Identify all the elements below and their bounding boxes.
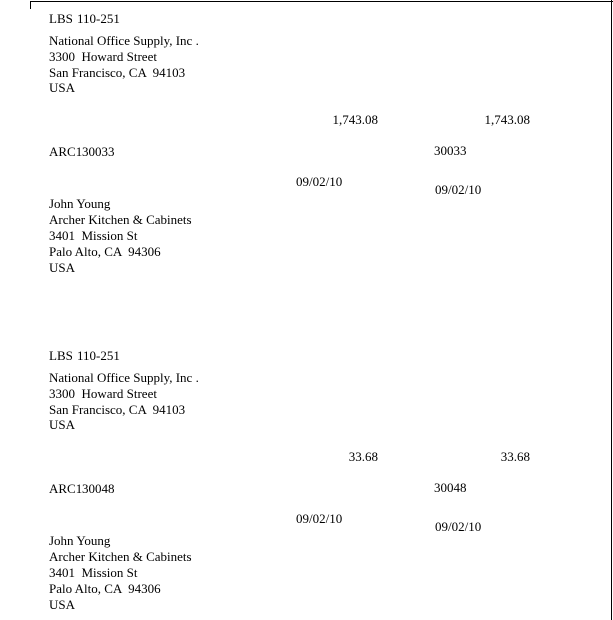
payee-city-state-zip: Palo Alto, CA 94306 (49, 581, 161, 596)
vendor-account: 110-251 (77, 11, 120, 26)
batch-code: ARC1 (49, 144, 83, 159)
batch-check-no: 30048 (82, 481, 115, 496)
payee-street: 3401 Mission St (49, 228, 138, 243)
vendor-name: National Office Supply, Inc . (49, 370, 199, 385)
vendor-city-state-zip: San Francisco, CA 94103 (49, 65, 186, 80)
payee-company: Archer Kitchen & Cabinets (49, 212, 192, 227)
amount-stub: 1,743.08 (332, 112, 378, 127)
payee-name: John Young (49, 533, 111, 548)
payee-street: 3401 Mission St (49, 565, 138, 580)
date-check: 09/02/10 (435, 519, 482, 534)
vendor-street: 3300 Howard Street (49, 49, 157, 64)
payee-country: USA (49, 597, 76, 612)
check-number: 30033 (434, 143, 467, 158)
vendor-country: USA (49, 80, 76, 95)
vendor-code: LBS (49, 11, 73, 26)
date-stub: 09/02/10 (296, 174, 343, 189)
batch-code: ARC1 (49, 481, 83, 496)
payee-country: USA (49, 260, 76, 275)
date-check: 09/02/10 (435, 182, 482, 197)
vendor-code: LBS (49, 348, 73, 363)
payee-company: Archer Kitchen & Cabinets (49, 549, 192, 564)
vendor-account: 110-251 (77, 348, 120, 363)
amount-check: 1,743.08 (484, 112, 530, 127)
vendor-street: 3300 Howard Street (49, 386, 157, 401)
vendor-country: USA (49, 417, 76, 432)
amount-check: 33.68 (500, 449, 530, 464)
date-stub: 09/02/10 (296, 511, 343, 526)
check-number: 30048 (434, 480, 467, 495)
check-stub (0, 337, 613, 620)
vendor-name: National Office Supply, Inc . (49, 33, 199, 48)
payee-city-state-zip: Palo Alto, CA 94306 (49, 244, 161, 259)
batch-check-no: 30033 (82, 144, 115, 159)
payee-name: John Young (49, 196, 111, 211)
amount-stub: 33.68 (348, 449, 378, 464)
vendor-city-state-zip: San Francisco, CA 94103 (49, 402, 186, 417)
